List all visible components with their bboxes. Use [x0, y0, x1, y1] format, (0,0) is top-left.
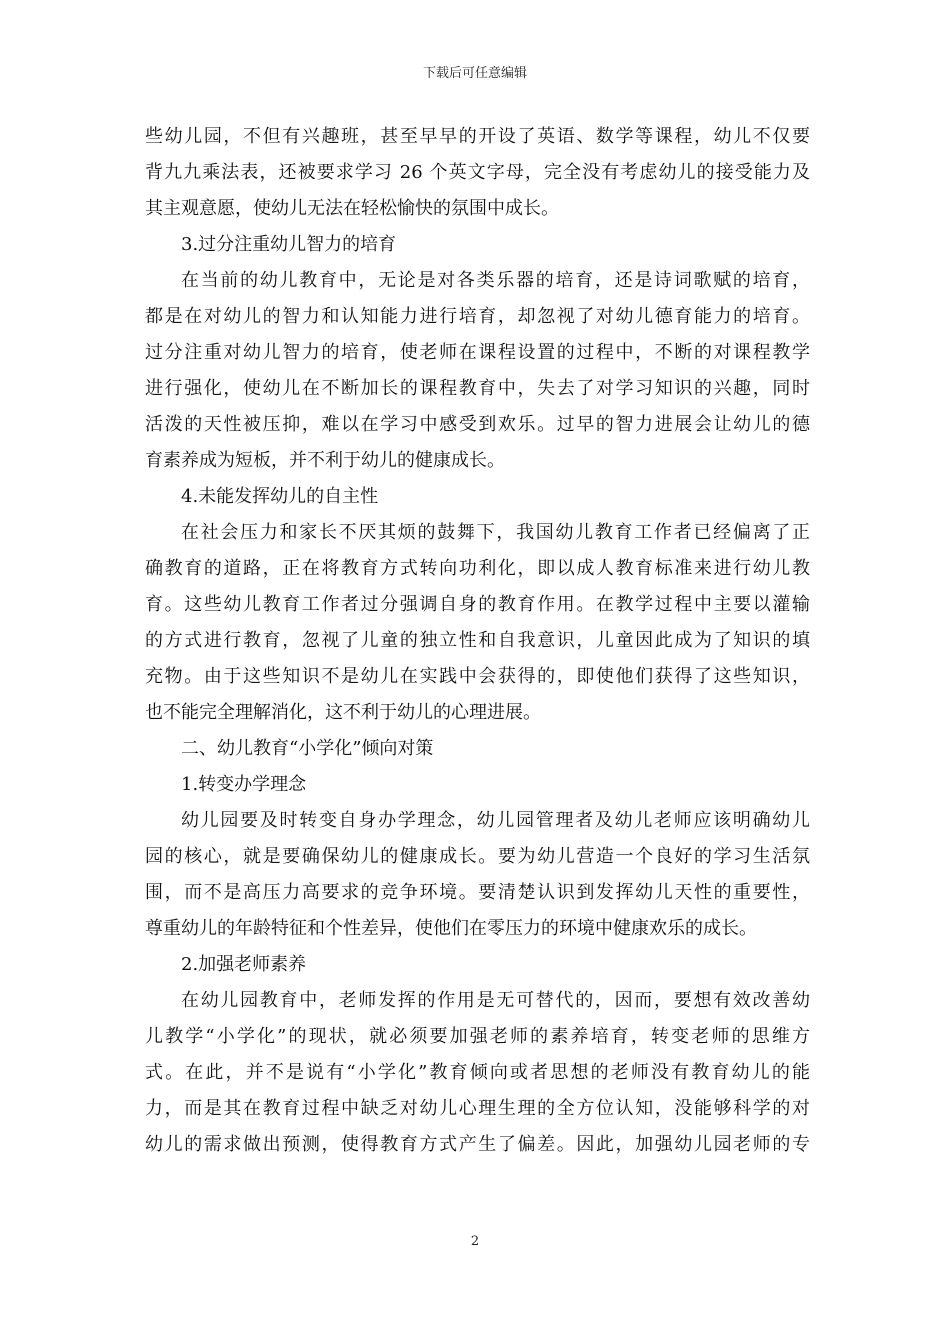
- paragraph-line: 育素养成为短板，并不利于幼儿的健康成长。: [145, 450, 505, 471]
- paragraph-line: 也不能完全理解消化，这不利于幼儿的心理进展。: [145, 702, 541, 723]
- paragraph-line: 活泼的天性被压抑，难以在学习中感受到欢乐。过早的智力进展会让幼儿的德: [145, 414, 810, 435]
- section-heading: 2.加强老师素养: [181, 954, 307, 975]
- paragraph-line: 在社会压力和家长不厌其烦的鼓舞下，我国幼儿教育工作者已经偏离了正: [181, 522, 810, 543]
- paragraph-line: 背九九乘法表，还被要求学习 26 个英文字母，完全没有考虑幼儿的接受能力及: [145, 162, 810, 183]
- paragraph-line: 在幼儿园教育中，老师发挥的作用是无可替代的，因而，要想有效改善幼: [181, 990, 810, 1011]
- paragraph-line: 充物。由于这些知识不是幼儿在实践中会获得的，即使他们获得了这些知识，: [145, 666, 810, 687]
- paragraph-line: 过分注重对幼儿智力的培育，使老师在课程设置的过程中，不断的对课程教学: [145, 342, 810, 363]
- section-heading: 4.未能发挥幼儿的自主性: [181, 486, 379, 507]
- paragraph-line: 围，而不是高压力高要求的竞争环境。要清楚认识到发挥幼儿天性的重要性，: [145, 882, 810, 903]
- paragraph-line: 幼儿的需求做出预测，使得教育方式产生了偏差。因此，加强幼儿园老师的专: [145, 1134, 810, 1155]
- section-heading: 1.转变办学理念: [181, 774, 307, 795]
- paragraph-line: 进行强化，使幼儿在不断加长的课程教育中，失去了对学习知识的兴趣，同时: [145, 378, 810, 399]
- page-header: 下载后可任意编辑: [422, 66, 527, 81]
- page-number: 2: [470, 1234, 480, 1249]
- paragraph-line: 园的核心，就是要确保幼儿的健康成长。要为幼儿营造一个良好的学习生活氛: [145, 846, 810, 867]
- paragraph-line: 的方式进行教育，忽视了儿童的独立性和自我意识，儿童因此成为了知识的填: [145, 630, 810, 651]
- paragraph-line: 些幼儿园，不但有兴趣班，甚至早早的开设了英语、数学等课程，幼儿不仅要: [145, 126, 810, 147]
- paragraph-line: 尊重幼儿的年龄特征和个性差异，使他们在零压力的环境中健康欢乐的成长。: [145, 918, 757, 939]
- paragraph-line: 在当前的幼儿教育中，无论是对各类乐器的培育，还是诗词歌赋的培育，: [181, 270, 810, 291]
- section-heading: 3.过分注重幼儿智力的培育: [181, 234, 397, 255]
- paragraph-line: 儿教学“小学化”的现状，就必须要加强老师的素养培育，转变老师的思维方: [145, 1026, 810, 1047]
- chapter-heading: 二、幼儿教育“小学化”倾向对策: [181, 738, 434, 759]
- paragraph-line: 育。这些幼儿教育工作者过分强调自身的教育作用。在教学过程中主要以灌输: [145, 594, 810, 615]
- paragraph-line: 力，而是其在教育过程中缺乏对幼儿心理生理的全方位认知，没能够科学的对: [145, 1098, 810, 1119]
- paragraph-line: 都是在对幼儿的智力和认知能力进行培育，却忽视了对幼儿德育能力的培育。: [145, 306, 810, 327]
- document-body: [145, 119, 810, 1163]
- paragraph-line: 其主观意愿，使幼儿无法在轻松愉快的氛围中成长。: [145, 198, 559, 219]
- paragraph-line: 确教育的道路，正在将教育方式转向功利化，即以成人教育标准来进行幼儿教: [145, 558, 810, 579]
- paragraph-line: 式。在此，并不是说有“小学化”教育倾向或者思想的老师没有教育幼儿的能: [145, 1062, 810, 1083]
- paragraph-line: 幼儿园要及时转变自身办学理念，幼儿园管理者及幼儿老师应该明确幼儿: [181, 810, 810, 831]
